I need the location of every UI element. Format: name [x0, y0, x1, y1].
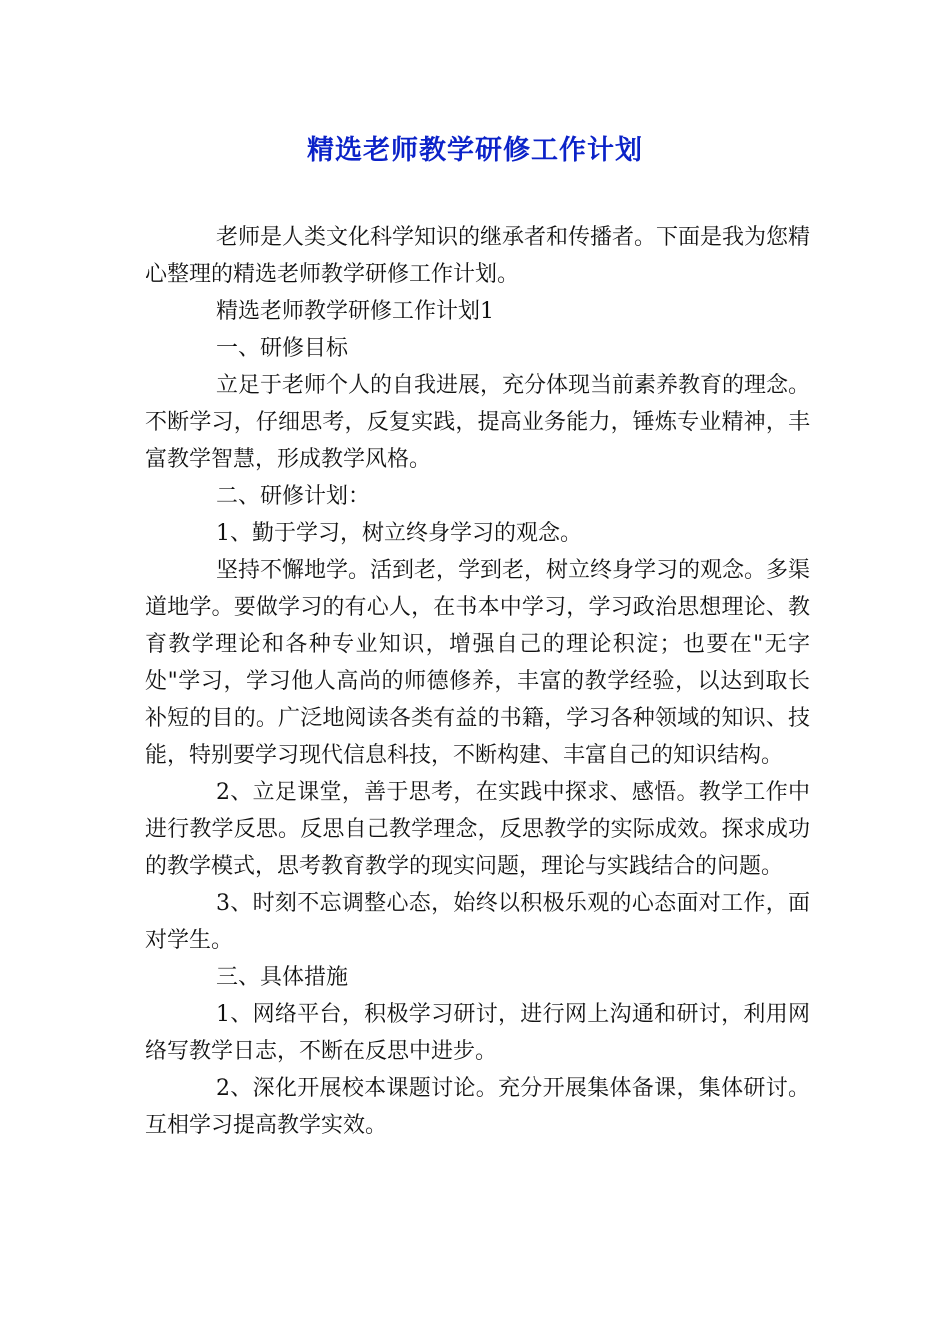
plan-item-3: 3、时刻不忘调整心态，始终以积极乐观的心态面对工作，面对学生。: [145, 891, 810, 953]
section-heading-plan-1: 精选老师教学研修工作计划1: [216, 299, 494, 324]
heading-goals: 一、研修目标: [216, 336, 349, 361]
paragraph-intro: 老师是人类文化科学知识的继承者和传播者。下面是我为您精心整理的精选老师教学研修工作计划。: [145, 225, 811, 287]
document-body: [145, 219, 810, 1144]
measure-item-1: 1、网络平台，积极学习研讨，进行网上沟通和研讨，利用网络写教学日志，不断在反思中进步。: [145, 1002, 810, 1064]
plan-item-2: 2、立足课堂，善于思考，在实践中探求、感悟。教学工作中进行教学反思。反思自己教学理念，反思教学的实际成效。探求成功的教学模式，思考教育教学的现实问题，理论与实践结合的问题。: [145, 780, 810, 879]
heading-measures: 三、具体措施: [216, 965, 349, 990]
measure-item-2: 2、深化开展校本课题讨论。充分开展集体备课，集体研讨。互相学习提高教学实效。: [145, 1076, 810, 1138]
paragraph-lifelong-learning: 坚持不懈地学。活到老，学到老，树立终身学习的观念。多渠道地学。要做学习的有心人，在书本中学习，学习政治思想理论、教育教学理论和各种专业知识，增强自己的理论积淀；也要在"无字处"学习，学习他人高尚的师德修养，丰富的教学经验，以达到取长补短的目的。广泛地阅读各类有益的书籍，学习各种领域的知识、技能，特别要学习现代信息科技，不断构建、丰富自己的知识结构。: [145, 558, 811, 768]
paragraph-goals: 立足于老师个人的自我进展，充分体现当前素养教育的理念。不断学习，仔细思考，反复实践，提高业务能力，锤炼专业精神，丰富教学智慧，形成教学风格。: [145, 373, 811, 472]
document-title: 精选老师教学研修工作计划: [307, 135, 643, 166]
plan-item-1: 1、勤于学习，树立终身学习的观念。: [216, 521, 582, 546]
heading-plan: 二、研修计划：: [216, 484, 371, 509]
